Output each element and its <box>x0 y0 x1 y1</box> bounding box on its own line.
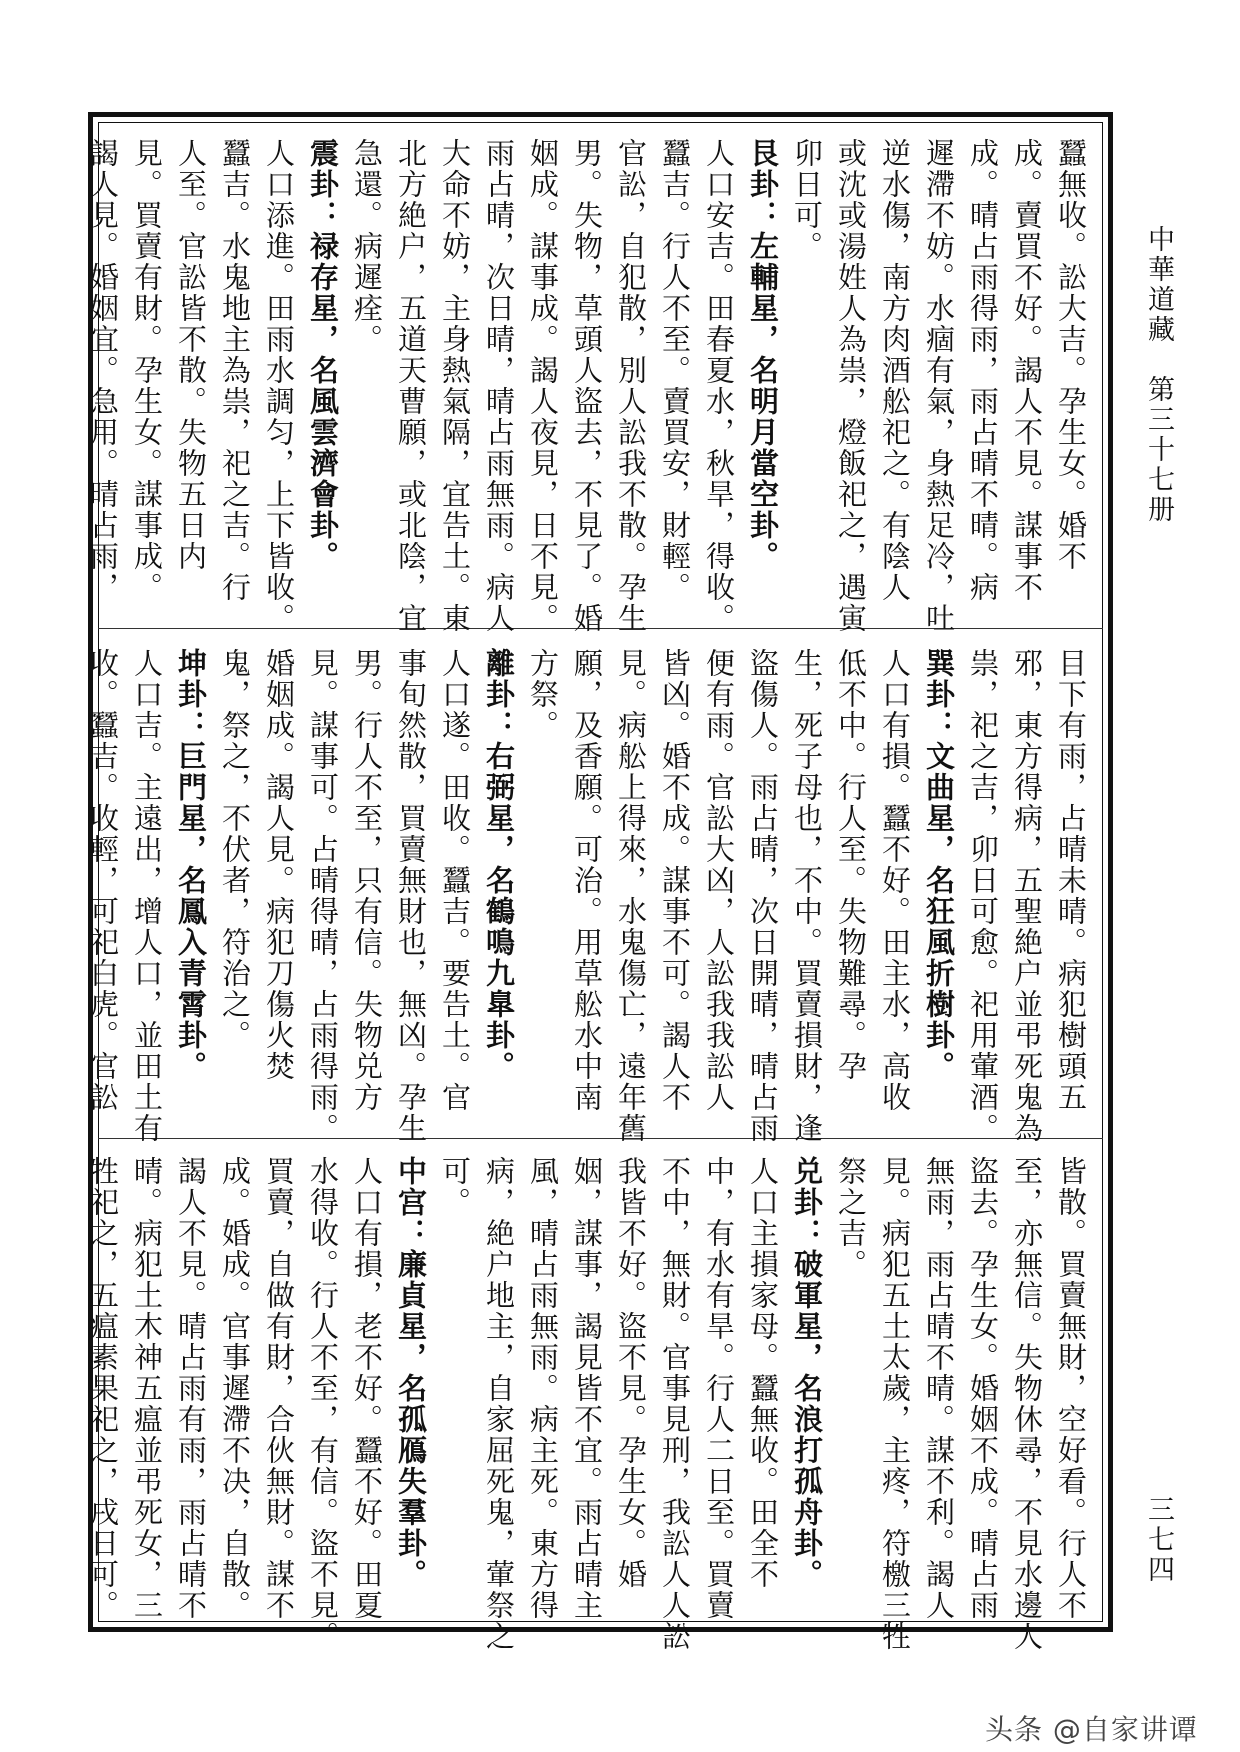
text-column: 蠶吉。行人不至。賣買安，財輕。 <box>658 138 692 603</box>
text-column: 皆凶。婚不成。謀事不可。謁人不 <box>658 648 692 1113</box>
hexagram-heading: 巽卦：文曲星，名狂風折樹卦。 <box>922 648 956 1082</box>
section-divider <box>98 1138 1103 1139</box>
text-column: 生，死子母也，不中。買賣損財，逢 <box>790 648 824 1144</box>
text-column: 大命不妨，主身熱氣隔，宜告土。東 <box>438 138 472 634</box>
text-column: 見。病犯五土太歲，主疼，符檄三牲 <box>878 1156 912 1652</box>
text-column: 祭之吉。 <box>834 1156 868 1280</box>
text-column: 可。 <box>438 1156 472 1218</box>
text-column: 謁人見。婚姻宜。急用。晴占雨， <box>86 138 120 603</box>
text-column: 急還。病遲痊。 <box>350 138 384 355</box>
text-column: 遲滯不妨。水痼有氣，身熱足冷，吐 <box>922 138 956 634</box>
text-column: 盜去。孕生女。婚姻不成。晴占雨 <box>966 1156 1000 1621</box>
text-column: 蠶吉。水鬼地主為祟，祀之吉。行 <box>218 138 252 603</box>
text-column: 風，晴占雨無雨。病主死。東方得 <box>526 1156 560 1621</box>
text-column: 姻成。謀事成。謁人夜見，日不見。 <box>526 138 560 634</box>
text-column: 不中，無財。官事見刑，我訟人人訟 <box>658 1156 692 1652</box>
text-column: 或沈或湯姓人為祟，燈飯祀之，遇寅 <box>834 138 868 634</box>
text-column: 鬼，祭之，不伏者，符治之。 <box>218 648 252 1051</box>
text-column: 無雨，雨占晴不晴。謀不利。謁人 <box>922 1156 956 1621</box>
hexagram-heading: 坤卦：巨門星，名鳳入青霄卦。 <box>174 648 208 1082</box>
text-column: 人口安吉。田春夏水，秋旱，得收。 <box>702 138 736 634</box>
text-column: 願，及香願。可治。用草舩水中南 <box>570 648 604 1113</box>
text-section-middle <box>86 648 1093 1144</box>
text-column: 謁人不見。晴占雨有雨，雨占晴不 <box>174 1156 208 1621</box>
text-column: 人口主損家母。蠶無收。田全不 <box>746 1156 780 1590</box>
page-number: 三七四 <box>1143 1495 1174 1585</box>
hexagram-heading: 兑卦：破軍星，名浪打孤舟卦。 <box>790 1156 824 1590</box>
text-column: 至，亦無信。失物休尋，不見水邊人 <box>1010 1156 1044 1652</box>
hexagram-heading: 離卦：右弼星，名鶴鳴九臯卦。 <box>482 648 516 1082</box>
text-column: 中，有水有旱。行人二日至。買賣 <box>702 1156 736 1621</box>
text-column: 姻，謀事，謁見皆不宜。雨占晴主 <box>570 1156 604 1621</box>
text-column: 晴。病犯土木神五瘟並弔死女，三 <box>130 1156 164 1621</box>
hexagram-heading: 中宫：廉貞星，名孤鴈失羣卦。 <box>394 1156 428 1590</box>
text-column: 見。買賣有財。孕生女。謀事成。 <box>130 138 164 603</box>
hexagram-heading: 艮卦：左輔星，名明月當空卦。 <box>746 138 780 572</box>
text-column: 男。失物，草頭人盜去，不見了。婚 <box>570 138 604 634</box>
text-column: 皆散。買賣無財，空好看。行人不 <box>1054 1156 1088 1621</box>
text-column: 收。蠶吉。收輕，可祀白虎。官訟 <box>86 648 120 1113</box>
text-column: 祟，祀之吉，卯日可愈。祀用葷酒。 <box>966 648 1000 1144</box>
text-column: 逆水傷，南方肉酒舩祀之。有陰人 <box>878 138 912 603</box>
book-title: 中華道藏 第三十七册 <box>1143 225 1174 525</box>
text-column: 男。行人不至，只有信。失物兑方 <box>350 648 384 1113</box>
text-column: 人口吉。主遠出，增人口，並田土有 <box>130 648 164 1144</box>
text-column: 人口有損。蠶不好。田主水，高收 <box>878 648 912 1113</box>
text-column: 北方絶户，五道天曹願，或北陰，宜 <box>394 138 428 634</box>
text-column: 低不中。行人至。失物難尋。孕 <box>834 648 868 1082</box>
text-column: 目下有雨，占晴未晴。病犯樹頭五 <box>1054 648 1088 1113</box>
text-column: 人口遂。田收。蠶吉。要告土。官 <box>438 648 472 1113</box>
text-column: 人口添進。田雨水調匀，上下皆收。 <box>262 138 296 634</box>
text-column: 成。賣買不好。謁人不見。謀事不 <box>1010 138 1044 603</box>
text-column: 成。婚成。官事遲滯不决，自散。 <box>218 1156 252 1621</box>
text-column: 蠶無收。訟大吉。孕生女。婚不 <box>1054 138 1088 572</box>
text-section-top <box>86 138 1093 634</box>
text-column: 水得收。行人不至，有信。盜不見。 <box>306 1156 340 1652</box>
text-column: 雨占晴，次日晴，晴占雨無雨。病人 <box>482 138 516 634</box>
text-column: 見。病舩上得來，水鬼傷亡，遠年舊 <box>614 648 648 1144</box>
text-column: 病，絶户地主，自家屈死鬼，葷祭之 <box>482 1156 516 1652</box>
text-column: 我皆不好。盜不見。孕生女。婚 <box>614 1156 648 1590</box>
text-column: 官訟，自犯散，別人訟我不散。孕生 <box>614 138 648 634</box>
text-column: 買賣，自做有財，合伙無財。謀不 <box>262 1156 296 1621</box>
watermark-text: 头条 @自家讲谭 <box>985 1713 1198 1746</box>
text-column: 牲祀之，五瘟素果祀之，戌日可。 <box>86 1156 120 1621</box>
text-column: 方祭。 <box>526 648 560 741</box>
text-column: 人口有損，老不好。蠶不好。田夏 <box>350 1156 384 1621</box>
text-column: 便有雨。官訟大凶，人訟我我訟人 <box>702 648 736 1113</box>
text-column: 成。晴占雨得雨，雨占晴不晴。病 <box>966 138 1000 603</box>
text-column: 婚姻成。謁人見。病犯刀傷火焚 <box>262 648 296 1082</box>
hexagram-heading: 震卦：禄存星，名風雲濟會卦。 <box>306 138 340 572</box>
text-column: 卯日可。 <box>790 138 824 262</box>
text-column: 人至。官訟皆不散。失物五日内 <box>174 138 208 572</box>
text-column: 邪，東方得病，五聖絶户並弔死鬼為 <box>1010 648 1044 1144</box>
text-column: 盜傷人。雨占晴，次日開晴，晴占雨 <box>746 648 780 1144</box>
text-column: 事旬然散，買賣無財也，無凶。孕生 <box>394 648 428 1144</box>
text-section-bottom <box>86 1156 1093 1652</box>
text-column: 見。謀事可。占晴得晴，占雨得雨。 <box>306 648 340 1144</box>
